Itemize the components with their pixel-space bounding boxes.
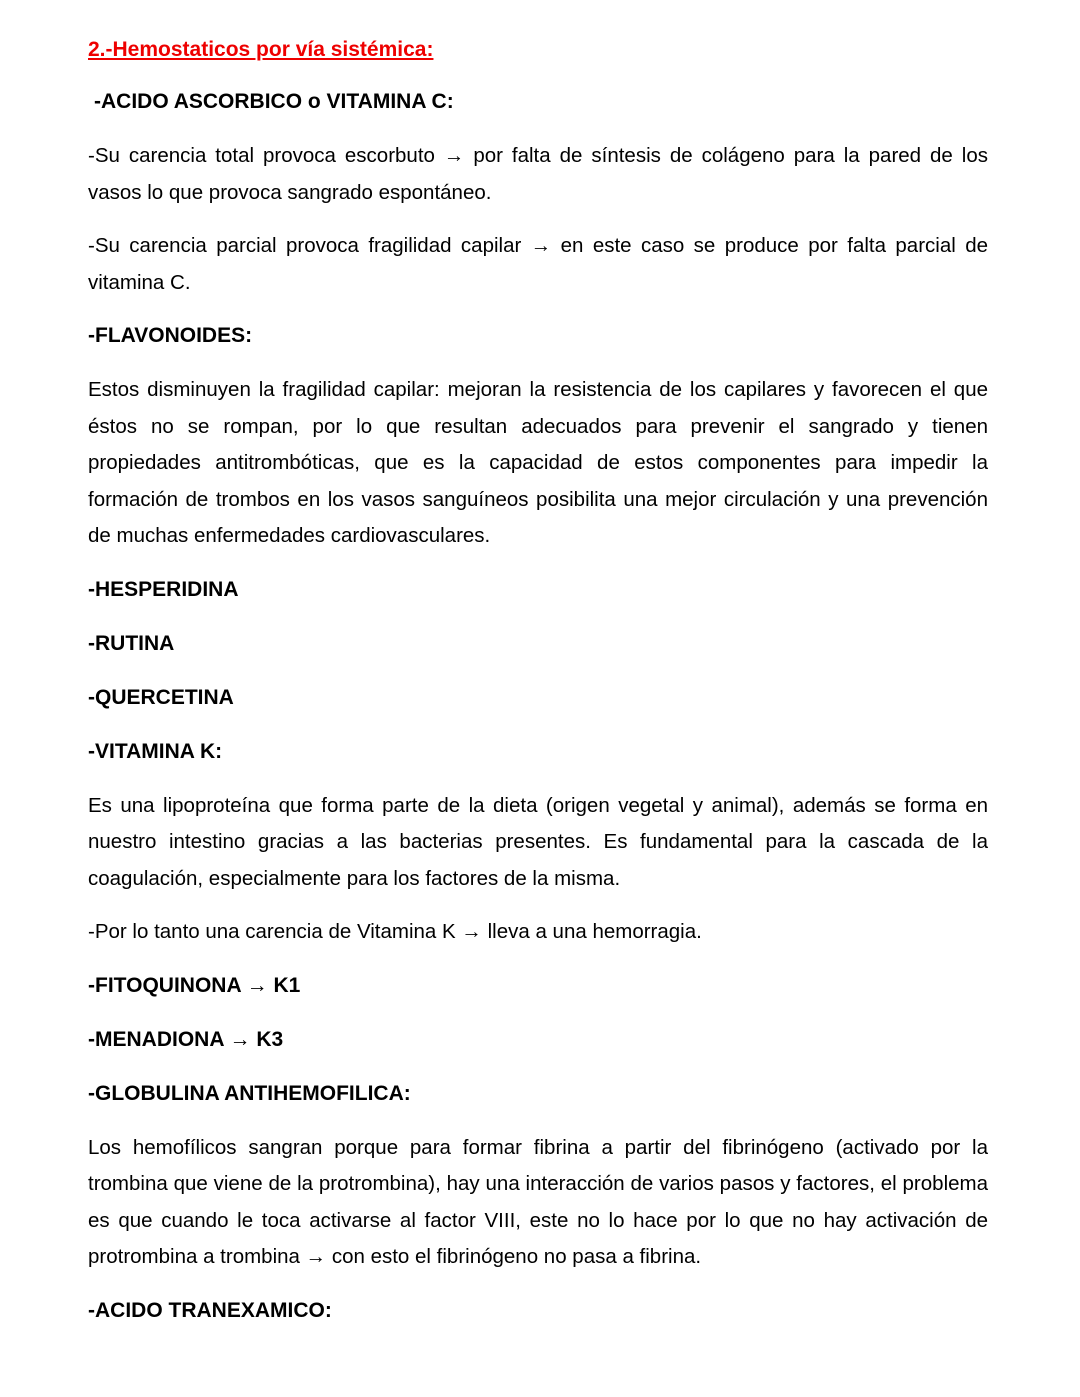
paragraph-flavonoides: Estos disminuyen la fragilidad capilar: mejoran la resistencia de los capilares y favorecen el que éstos no se rompan, por lo que resultan adecuados para prevenir el sangrado y tienen propiedades antitrombóticas, que es la capacidad de estos componentes para impedir la formación de trombos en los vasos sanguíneos posibilita una mejor circulación y una prevención de muchas enfermedades cardiovasculares. <box>88 378 988 547</box>
heading-vitamina-c: -ACIDO ASCORBICO o VITAMINA C: <box>94 90 454 113</box>
heading-menadiona: -MENADIONA → K3 <box>88 1027 284 1051</box>
paragraph-vitamina-c-total: -Su carencia total provoca escorbuto → por falta de síntesis de colágeno para la pared de los vasos lo que provoca sangrado espontáneo. <box>88 144 988 204</box>
heading-quercetina: -QUERCETINA <box>88 685 234 709</box>
paragraph-vitamina-k: Es una lipoproteína que forma parte de la dieta (origen vegetal y animal), además se forma en nuestro intestino gracias a las bacterias presentes. Es fundamental para la cascada de la coagulación, especialmente para los factores de la misma. <box>88 793 988 890</box>
heading-fitoquinona: -FITOQUINONA → K1 <box>88 973 301 997</box>
heading-acido-tranexamico: -ACIDO TRANEXAMICO: <box>88 1298 332 1322</box>
heading-rutina: -RUTINA <box>88 631 175 655</box>
paragraph-vitamina-k-carencia: -Por lo tanto una carencia de Vitamina K → lleva a una hemorragia. <box>88 920 702 943</box>
section-title: 2.-Hemostaticos por vía sistémica: <box>88 38 434 61</box>
heading-hesperidina: -HESPERIDINA <box>88 577 239 601</box>
heading-flavonoides: -FLAVONOIDES: <box>88 324 253 347</box>
heading-globulina: -GLOBULINA ANTIHEMOFILICA: <box>88 1081 411 1105</box>
paragraph-globulina: Los hemofílicos sangran porque para formar fibrina a partir del fibrinógeno (activado por la trombina que viene de la protrombina), hay una interacción de varios pasos y factores, el problema es que cuando le toca activarse al factor VIII, este no lo hace por lo que no hay activación de protrombina a trombina → con esto el fibrinógeno no pasa a fibrina. <box>88 1135 988 1268</box>
document-page <box>88 30 988 1347</box>
heading-vitamina-k: -VITAMINA K: <box>88 739 223 763</box>
paragraph-vitamina-c-parcial: -Su carencia parcial provoca fragilidad capilar → en este caso se produce por falta parcial de vitamina C. <box>88 234 988 294</box>
